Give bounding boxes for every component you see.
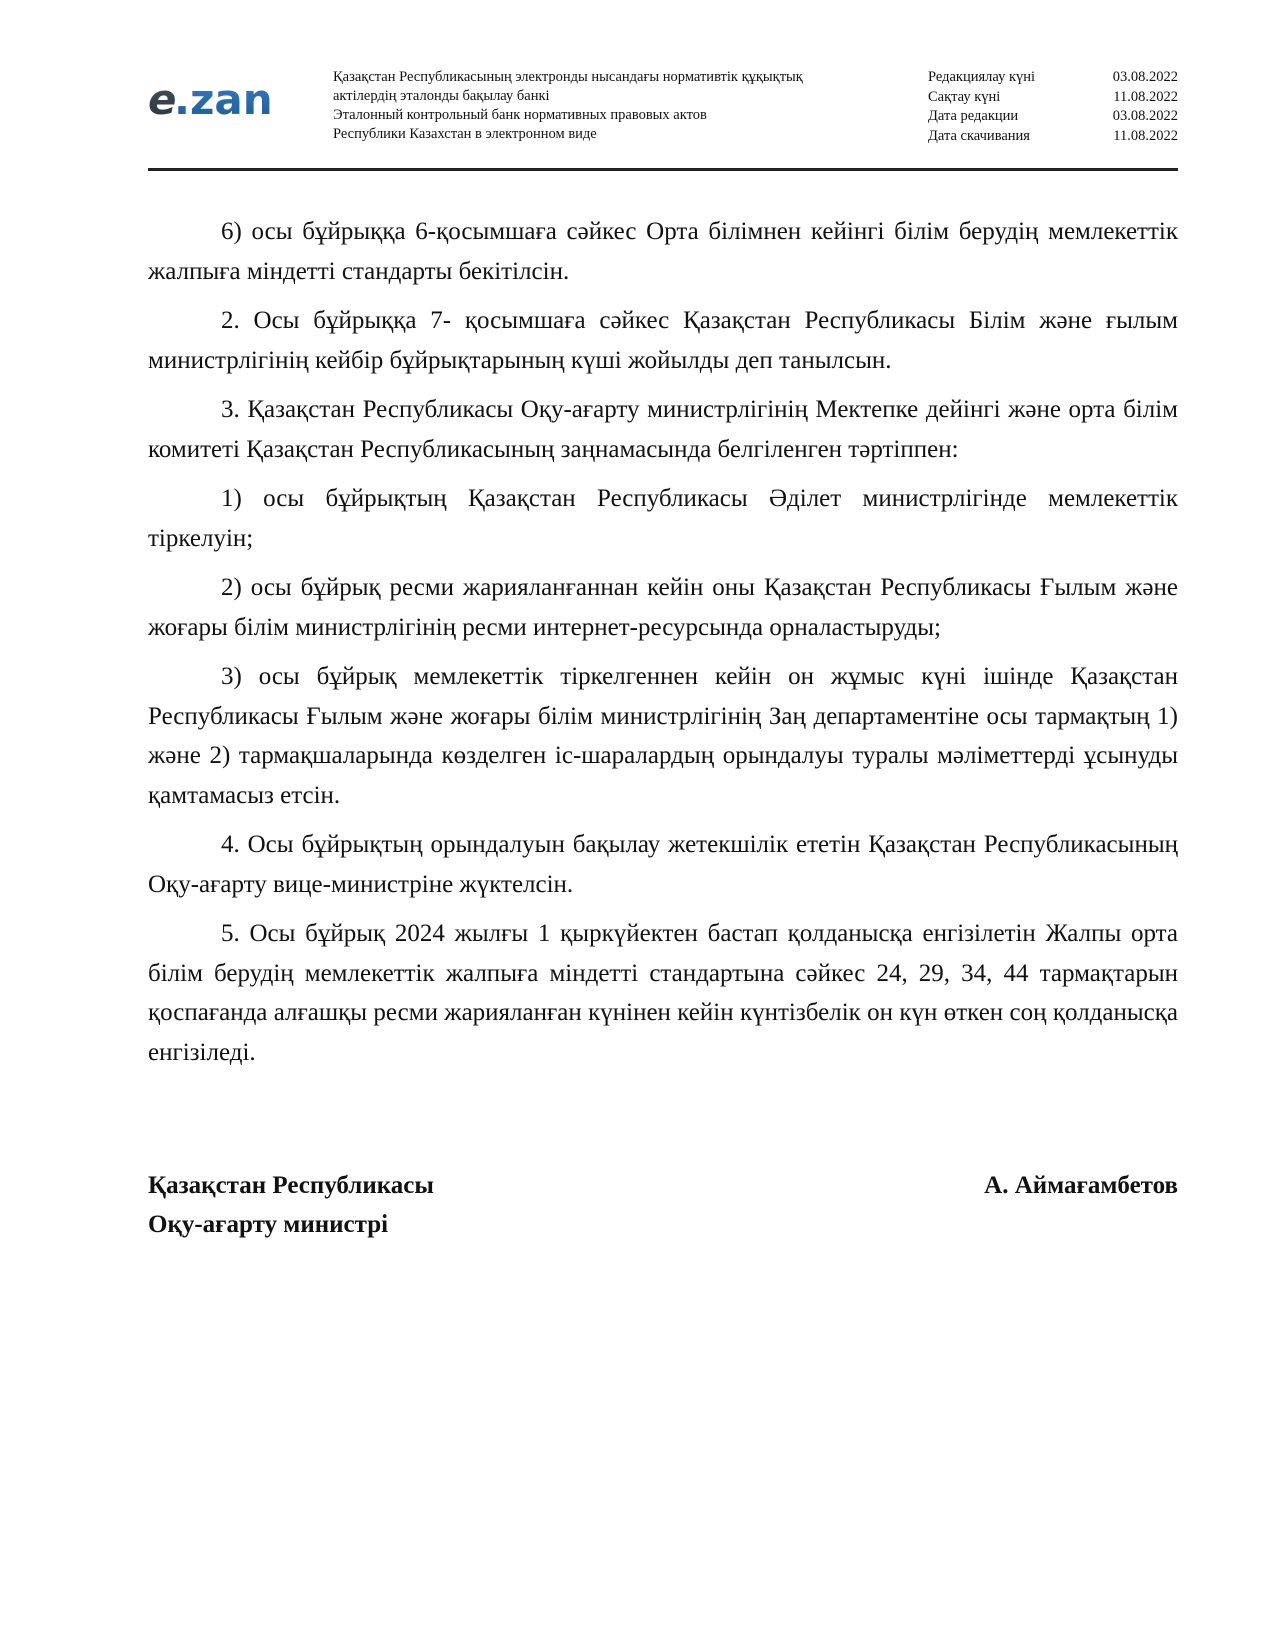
header-dates	[928, 68, 1178, 146]
meta-label: Дата скачивания	[928, 127, 1030, 144]
meta-value: 03.08.2022	[1112, 108, 1178, 124]
paragraph: 3. Қазақстан Республикасы Оқу-ағарту министрлігінің Мектепке дейінгі және орта білім комитеті Қазақстан Республикасының заңнамасында белгіленген тәртіппен:	[148, 396, 1178, 463]
meta-value: 11.08.2022	[1113, 88, 1178, 105]
paragraph: 3) осы бұйрық мемлекеттік тіркелгеннен кейін он жұмыс күні ішінде Қазақстан Республикасы Ғылым және жоғары білім министрлігінің Заң департаментіне осы тармақтың 1) және 2) тармақшаларында көзделген іс-шаралардың орындалуы туралы мәліметтерді ұсынуды қамтамасыз етсін.	[148, 663, 1178, 809]
meta-label: Дата редакции	[928, 108, 1019, 124]
meta-label: Сақтау күні	[928, 88, 1001, 105]
svg-text:.zan: .zan	[174, 76, 273, 124]
header-line: актілердің эталонды бақылау банкі	[333, 88, 550, 104]
paragraph: 5. Осы бұйрық 2024 жылғы 1 қыркүйектен бастап қолданысқа енгізілетін Жалпы орта білім берудің мемлекеттік жалпыға міндетті стандартына сәйкес 24, 29, 34, 44 тармақтарын қоспағанда алғашқы ресми жарияланған күнінен кейін күнтізбелік он күн өткен соң қолданысқа енгізіледі.	[148, 920, 1178, 1066]
ezan-logo	[148, 76, 298, 124]
meta-row-download-date-ru	[928, 127, 1178, 147]
svg-text:e: e	[148, 76, 177, 124]
meta-row-edit-date-kz	[928, 68, 1178, 88]
meta-value: 11.08.2022	[1113, 127, 1178, 144]
signatory-name: А. Аймағамбетов	[984, 1172, 1178, 1199]
header-line: Эталонный контрольный банк нормативных правовых актов	[333, 107, 707, 123]
header-line: Республики Казахстан в электронном виде	[333, 126, 597, 142]
signatory-title-line: Қазақстан Республикасы	[148, 1172, 434, 1199]
meta-label: Редакциялау күні	[928, 69, 1036, 85]
signatory-title-line: Оқу-ағарту министрі	[148, 1211, 389, 1238]
paragraph: 2. Осы бұйрыққа 7- қосымшаға сәйкес Қазақстан Республикасы Білім және ғылым министрлігінің кейбір бұйрықтарының күші жойылды деп танылсын.	[148, 307, 1178, 374]
header-line: Қазақстан Республикасының электронды нысандағы нормативтік құқықтық	[333, 69, 803, 85]
meta-row-edit-date-ru	[928, 107, 1178, 127]
paragraph: 4. Осы бұйрықтың орындалуын бақылау жетекшілік ететін Қазақстан Республикасының Оқу-ағарту вице-министріне жүктелсін.	[148, 831, 1178, 898]
paragraph: 6) осы бұйрыққа 6-қосымшаға сәйкес Орта білімнен кейінгі білім берудің мемлекеттік жалпыға міндетті стандарты бекітілсін.	[148, 218, 1178, 285]
header-divider	[148, 168, 1178, 171]
paragraph: 1) осы бұйрықтың Қазақстан Республикасы Әділет министрлігінде мемлекеттік тіркелуін;	[148, 485, 1178, 552]
header-bank-title	[333, 68, 893, 144]
meta-value: 03.08.2022	[1112, 69, 1178, 85]
signatory-title	[148, 1166, 748, 1244]
document-body	[148, 212, 1178, 1082]
meta-row-save-date-kz	[928, 88, 1178, 108]
document-header	[148, 62, 1178, 162]
paragraph: 2) осы бұйрық ресми жарияланғаннан кейін оны Қазақстан Республикасы Ғылым және жоғары білім министрлігінің ресми интернет-ресурсында орналастыруды;	[148, 574, 1178, 641]
